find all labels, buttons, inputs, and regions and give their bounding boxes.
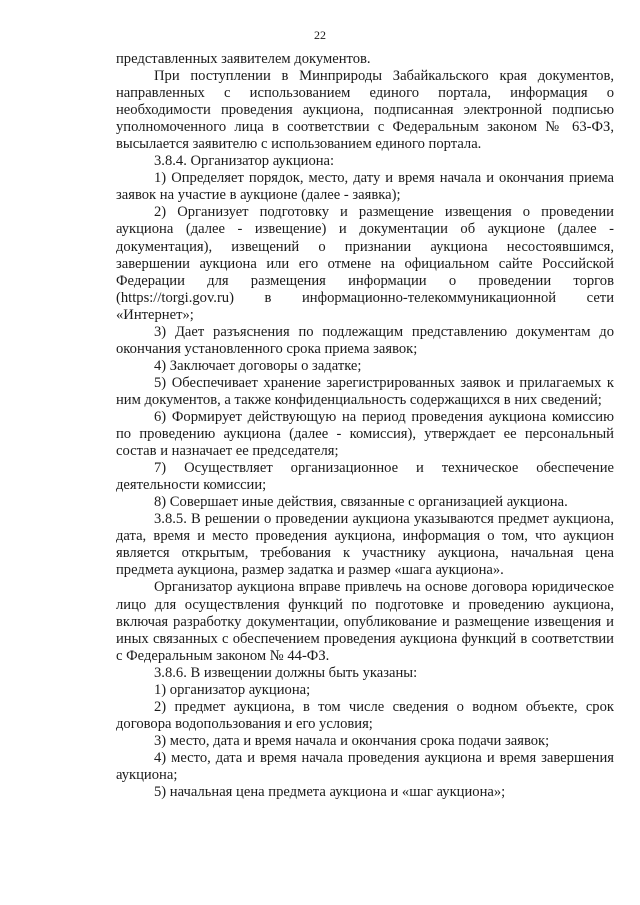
paragraph-11: 8) Совершает иные действия, связанные с организацией аукциона. [154,494,568,511]
paragraph-8: 5) Обеспечивает хранение зарегистрированных заявок и прилагаемых к ним документов, а также конфиденциальность содержащихся в них сведений; [116,374,614,408]
paragraph-19: 5) начальная цена предмета аукциона и «шаг аукциона»; [154,784,506,801]
paragraph-13: Организатор аукциона вправе привлечь на основе договора юридическое лицо для осуществления функций по подготовке и проведению аукциона, включая разработку документации, опубликование и размещение извещения и иных связанных с обеспечением проведения аукциона функций в соответствии с Федеральным законом № 44-ФЗ. [116,579,614,664]
paragraph-16: 2) предмет аукциона, в том числе сведения о водном объекте, срок договора водопользования и его условия; [116,698,614,732]
paragraph-18: 4) место, дата и время начала проведения аукциона и время завершения аукциона; [116,749,614,783]
paragraph-6: 3) Дает разъяснения по подлежащим представлению документам до окончания установленного срока приема заявок; [116,323,614,357]
paragraph-3: 3.8.4. Организатор аукциона: [154,153,335,170]
document-body [116,51,614,801]
paragraph-10: 7) Осуществляет организационное и техническое обеспечение деятельности комиссии; [116,460,614,494]
paragraph-9: 6) Формирует действующую на период проведения аукциона комиссию по проведению аукциона (далее - комиссия), утверждает ее персональный состав и назначает ее председателя; [116,408,614,460]
paragraph-7: 4) Заключает договоры о задатке; [154,357,362,374]
paragraph-17: 3) место, дата и время начала и окончания срока подачи заявок; [154,732,550,749]
paragraph-4: 1) Определяет порядок, место, дату и время начала и окончания приема заявок на участие в аукционе (далее - заявка); [116,170,614,204]
page-number: 22 [314,28,326,42]
paragraph-1: представленных заявителем документов. [116,51,371,67]
paragraph-15: 1) организатор аукциона; [154,681,311,698]
paragraph-5: 2) Организует подготовку и размещение извещения о проведении аукциона (далее - извещение) и документации об аукционе (далее - документация), извещений о признании аукциона несостоявшимся, завершении аукциона или его отмене на официальном сайте Российской Федерации для размещения информации о проведении торгов (https://torgi.gov.ru) в информационно-телекоммуникационной сети «Интернет»; [116,204,614,323]
paragraph-2: При поступлении в Минприроды Забайкальского края документов, направленных с использованием единого портала, информация о необходимости проведения аукциона, подписанная электронной подписью уполномоченного лица в соответствии с Федеральным законом № 63-ФЗ, высылается заявителю с использованием единого портала. [116,68,614,153]
paragraph-14: 3.8.6. В извещении должны быть указаны: [154,664,418,681]
paragraph-12: 3.8.5. В решении о проведении аукциона указываются предмет аукциона, дата, время и место проведения аукциона, информация о том, что аукцион является открытым, требования к участнику аукциона, начальная цена предмета аукциона, размер задатка и размер «шага аукциона». [116,511,614,579]
